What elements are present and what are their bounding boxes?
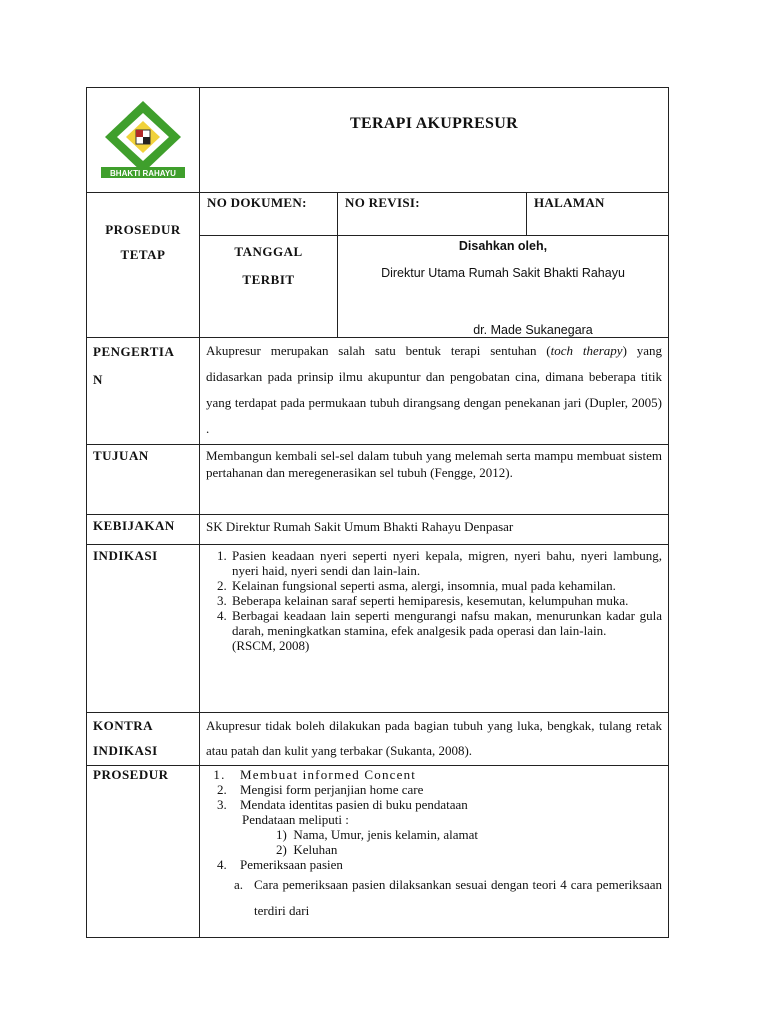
list-item: 1. Membuat informed Concent [230, 767, 662, 782]
title-cell [200, 88, 669, 193]
procedure-label-2: TETAP [120, 247, 166, 262]
procedure-steps-cell [200, 766, 669, 938]
procedure-sub-item: a. Cara pemeriksaan pasien dilaksankan sesuai dengan teori 4 cara pemeriksaan terdiri dari [234, 877, 662, 918]
list-item: 3. Mendata identitas pasien di buku pendataan [230, 797, 662, 812]
list-item: 2) Keluhan [276, 842, 338, 857]
policy-row [87, 515, 669, 545]
purpose-text: Membangun kembali sel-sel dalam tubuh yang melemah serta mampu membuat sistem pertahanan dan meregenerasikan sel tubuh (Fengge, 2012). [200, 445, 669, 515]
revision-label: NO REVISI: [338, 193, 527, 236]
indication-row [87, 545, 669, 713]
issue-date-cell [200, 236, 338, 338]
doc-number-label: NO DOKUMEN: [200, 193, 338, 236]
indication-list [206, 548, 662, 638]
director-title: Direktur Utama Rumah Sakit Bhakti Rahayu [381, 266, 625, 280]
approved-by: Disahkan oleh, [458, 239, 548, 253]
procedure-label-1: PROSEDUR [105, 222, 181, 237]
list-item: 4. Pemeriksaan pasien [230, 857, 662, 872]
signer-name: dr. Made Sukanegara [473, 323, 593, 337]
definition-row [87, 338, 669, 445]
definition-label-1: PENGERTIA [93, 344, 175, 359]
contraindication-text: Akupresur tidak boleh dilakukan pada bagian tubuh yang luka, bengkak, tulang retak atau patah dan kulit yang terbakar (Sukanta, 2008). [200, 713, 669, 766]
header-row [87, 88, 669, 193]
contraindication-label-2: INDIKASI [93, 743, 158, 758]
approval-cell [338, 236, 669, 338]
procedure-list [206, 767, 662, 812]
list-item: 1. Pasien keadaan nyeri seperti nyeri kepala, migren, nyeri bahu, nyeri lambung, nyeri haid, nyeri sendi dan lain-lain. [230, 548, 662, 578]
contraindication-label-1: KONTRA [93, 718, 154, 733]
issue-date-label-2: TERBIT [242, 272, 295, 287]
definition-label-cell [87, 338, 200, 445]
purpose-label: TUJUAN [87, 445, 200, 515]
definition-text: Akupresur merupakan salah satu bentuk terapi sentuhan (toch therapy) yang didasarkan pada prinsip ilmu akupuntur dan pengobatan cina, dimana beberapa titik yang terdapat pada permukaan tubuh dirangsang dengan penekanan jari (Dupler, 2005) . [200, 338, 669, 445]
procedure-row [87, 766, 669, 938]
procedure-list-continued [206, 857, 662, 872]
logo-cell [87, 88, 200, 193]
logo-text: BHAKTI RAHAYU [110, 169, 176, 178]
procedure-label-cell [87, 193, 200, 338]
list-item: 2. Mengisi form perjanjian home care [230, 782, 662, 797]
list-item: 1) Nama, Umur, jenis kelamin, alamat [276, 827, 479, 842]
procedure-note: Pendataan meliputi : [242, 812, 349, 827]
page-label: HALAMAN [527, 193, 669, 236]
list-item: 4. Berbagai keadaan lain seperti mengurangi nafsu makan, menurunkan kadar gula darah, meningkatkan stamina, efek analgesik pada operasi dan lain-lain. [230, 608, 662, 638]
issue-date-label-1: TANGGAL [234, 244, 303, 259]
definition-label-2: N [93, 372, 103, 387]
purpose-row [87, 445, 669, 515]
indication-list-cell [200, 545, 669, 713]
policy-label: KEBIJAKAN [87, 515, 200, 545]
sop-table [86, 87, 669, 938]
indication-source: (RSCM, 2008) [232, 638, 310, 653]
contraindication-label-cell [87, 713, 200, 766]
hospital-logo-icon [97, 99, 189, 181]
list-item: 3. Beberapa kelainan saraf seperti hemiparesis, kesemutan, kelumpuhan muka. [230, 593, 662, 608]
policy-text: SK Direktur Rumah Sakit Umum Bhakti Rahayu Denpasar [200, 515, 669, 545]
contraindication-row [87, 713, 669, 766]
page-title: TERAPI AKUPRESUR [350, 115, 518, 132]
list-item: 2. Kelainan fungsional seperti asma, alergi, insomnia, mual pada kehamilan. [230, 578, 662, 593]
indication-label: INDIKASI [87, 545, 200, 713]
doc-info-row [87, 193, 669, 236]
procedure-steps-label: PROSEDUR [87, 766, 200, 938]
